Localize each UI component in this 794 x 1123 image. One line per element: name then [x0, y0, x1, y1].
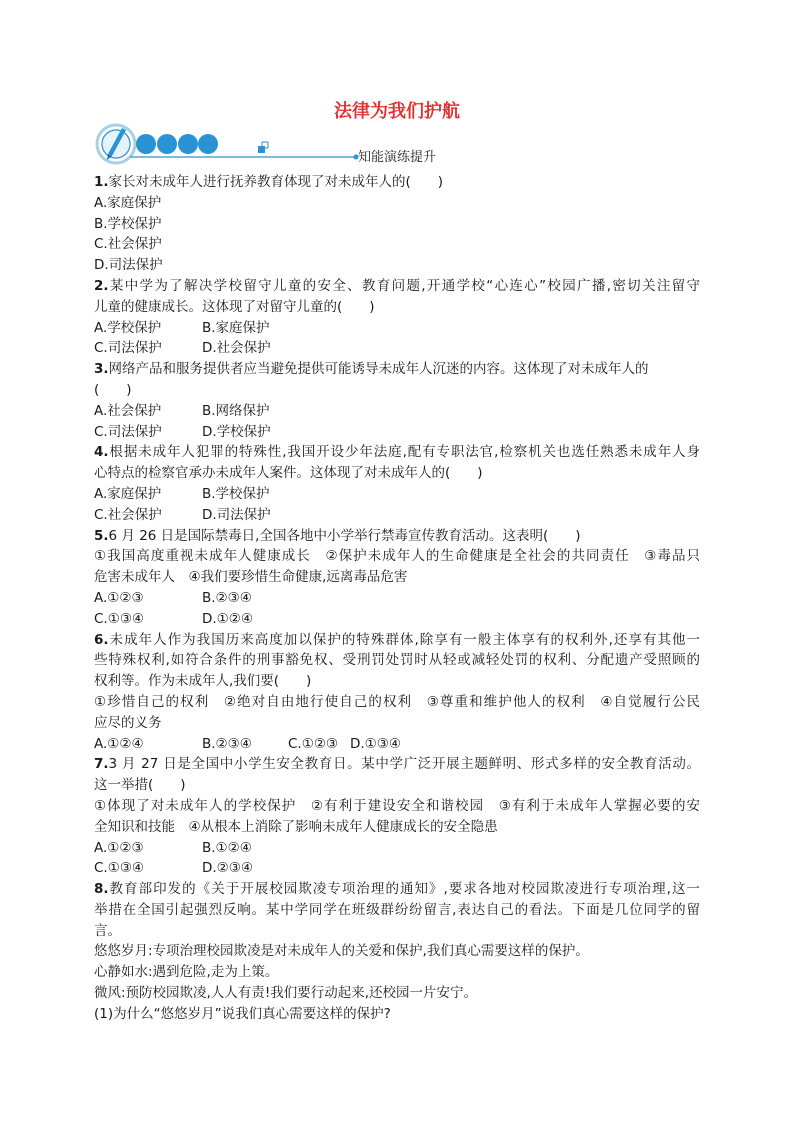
option-a: A.家庭保护	[94, 194, 162, 211]
question-text: 举措在全国引起强烈反响。某中学同学在班级群纷纷留言,表达自己的看法。下面是几位同学的留	[94, 901, 700, 918]
question-text: 这一举措( )	[94, 777, 186, 794]
question-text: 言。	[94, 922, 121, 939]
option-b: B.②③④	[202, 589, 252, 606]
option-d: D.社会保护	[202, 340, 271, 357]
student-comment: 微风:预防校园欺凌,人人有责!我们要行动起来,还校园一片安宁。	[94, 985, 478, 1002]
question-text: 网络产品和服务提供者应当避免提供可能诱导未成年人沉迷的内容。这体现了对未成年人的	[108, 361, 649, 378]
option-a: A.①②④	[94, 735, 144, 752]
option-c: C.社会保护	[94, 236, 162, 253]
option-c: C.①③④	[94, 610, 145, 627]
question-number: 7.	[94, 756, 109, 773]
statement-text: 全知识和技能 ④从根本上消除了影响未成年人健康成长的安全隐患	[94, 818, 498, 835]
question-number: 4.	[94, 444, 109, 461]
question-text: 心特点的检察官承办未成年人案件。这体现了对未成年人的( )	[94, 465, 483, 482]
question-text: 未成年人作为我国历来高度加以保护的特殊群体,除享有一般主体享有的权利外,还享有其他一	[108, 631, 700, 648]
option-a: A.家庭保护	[94, 485, 162, 502]
option-b: B.学校保护	[202, 485, 270, 502]
question-6	[94, 630, 700, 755]
question-4	[94, 442, 700, 525]
question-3	[94, 359, 700, 442]
question-5	[94, 526, 700, 630]
option-d: D.学校保护	[202, 423, 271, 440]
option-d: D.②③④	[202, 860, 253, 877]
question-number: 2.	[94, 277, 109, 294]
option-d: D.司法保护	[94, 257, 163, 274]
page-title: 法律为我们护航	[334, 101, 460, 122]
question-number: 3.	[94, 361, 109, 378]
option-c: C.社会保护	[94, 506, 162, 523]
question-number: 6.	[94, 631, 109, 648]
section-label: 知能演练提升	[358, 150, 437, 165]
option-c: C.①②③	[288, 735, 339, 752]
question-text: 6 月 26 日是国际禁毒日,全国各地中小学举行禁毒宣传教育活动。这表明( )	[108, 527, 581, 544]
option-a: A.学校保护	[94, 319, 162, 336]
question-list	[94, 172, 700, 1025]
question-text: 教育部印发的《关于开展校园欺凌专项治理的通知》,要求各地对校园欺凌进行专项治理,这一	[108, 881, 700, 898]
option-a: A.①②③	[94, 589, 144, 606]
statement-text: ①我国高度重视未成年人健康成长 ②保护未成年人的生命健康是全社会的共同责任 ③毒品只	[94, 548, 700, 565]
question-7	[94, 754, 700, 879]
option-c: C.司法保护	[94, 340, 162, 357]
question-text: 家长对未成年人进行抚养教育体现了对未成年人的( )	[108, 174, 444, 190]
question-text: 儿童的健康成长。这体现了对留守儿童的( )	[94, 298, 375, 315]
question-2	[94, 276, 700, 359]
sub-question: (1)为什么“悠悠岁月”说我们真心需要这样的保护?	[94, 1005, 391, 1022]
question-number: 5.	[94, 527, 109, 544]
question-text: 根据未成年人犯罪的特殊性,我国开设少年法庭,配有专职法官,检察机关也选任熟悉未成年人身	[108, 444, 700, 461]
question-8	[94, 879, 700, 1025]
question-text: 权利等。作为未成年人,我们要( )	[94, 673, 312, 690]
option-d: D.①③④	[350, 735, 401, 752]
statement-text: ①体现了对未成年人的学校保护 ②有利于建设安全和谐校园 ③有利于未成年人掌握必要的安	[94, 797, 700, 814]
option-c: C.司法保护	[94, 423, 162, 440]
square-icon	[258, 142, 268, 153]
option-d: D.司法保护	[202, 506, 271, 523]
question-number: 8.	[94, 881, 109, 898]
question-text: 3 月 27 日是全国中小学生安全教育日。某中学广泛开展主题鲜明、形式多样的安全教育活动。	[108, 756, 700, 773]
question-number: 1.	[94, 174, 109, 190]
question-text: 某中学为了解决学校留守儿童的安全、教育问题,开通学校“心连心”校园广播,密切关注留守	[108, 277, 700, 294]
option-c: C.①③④	[94, 860, 145, 877]
option-d: D.①②④	[202, 610, 253, 627]
student-comment: 心静如水:遇到危险,走为上策。	[94, 964, 279, 981]
question-text: ( )	[94, 381, 132, 398]
option-a: A.社会保护	[94, 402, 162, 419]
question-text: 些特殊权利,如符合条件的刑事豁免权、受刑罚处罚时从轻或减轻处罚的权利、分配遗产受照顾的	[94, 652, 700, 669]
option-b: B.网络保护	[202, 402, 270, 419]
statement-text: ①珍惜自己的权利 ②绝对自由地行使自己的权利 ③尊重和维护他人的权利 ④自觉履行公民	[94, 693, 700, 710]
option-a: A.①②③	[94, 839, 144, 856]
statement-text: 危害未成年人 ④我们要珍惜生命健康,远离毒品危害	[94, 569, 408, 586]
option-b: B.家庭保护	[202, 319, 270, 336]
statement-text: 应尽的义务	[94, 714, 162, 731]
student-comment: 悠悠岁月:专项治理校园欺凌是对未成年人的关爱和保护,我们真心需要这样的保护。	[94, 943, 589, 960]
option-b: B.学校保护	[94, 215, 162, 232]
question-1	[94, 172, 700, 276]
option-b: B.②③④	[202, 735, 252, 752]
option-b: B.①②④	[202, 839, 252, 856]
